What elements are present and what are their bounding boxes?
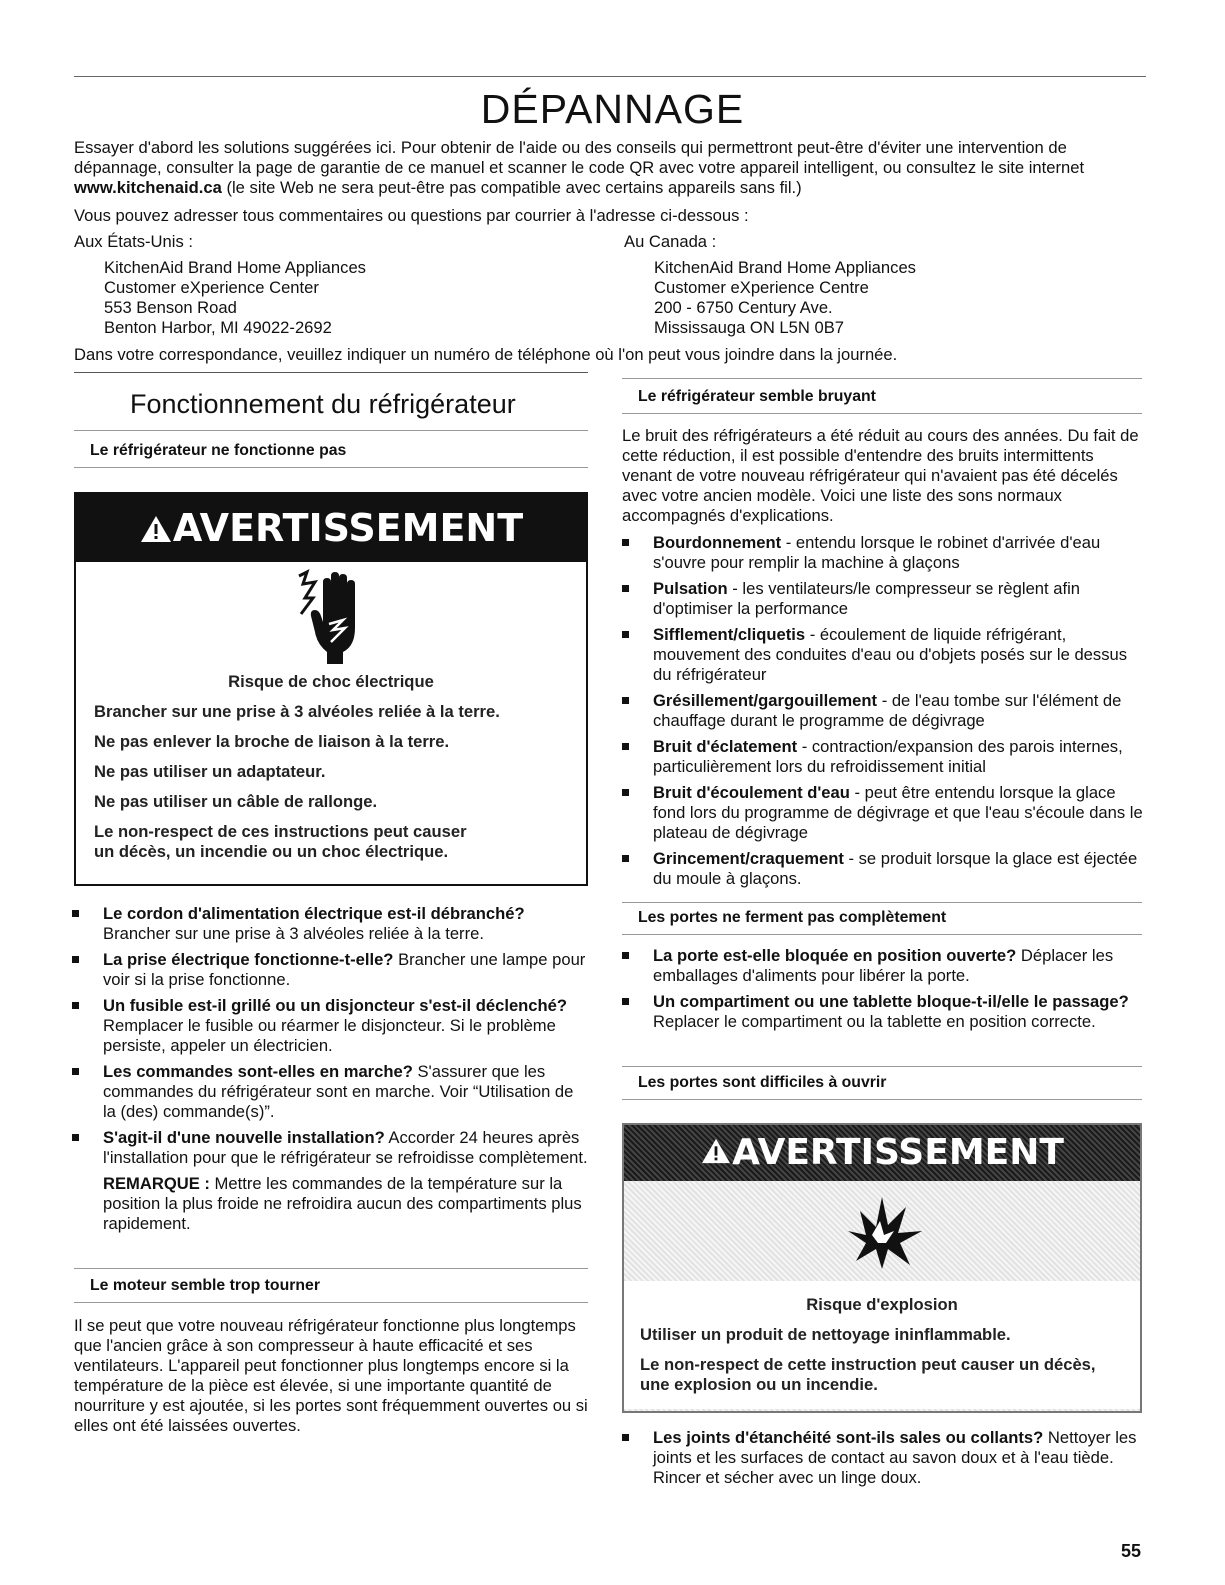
page-number: 55 bbox=[1120, 1541, 1141, 1561]
seals-list bbox=[622, 1428, 1144, 1494]
warning-triangle-icon bbox=[700, 1126, 732, 1182]
list-item: Bourdonnement - entendu lorsque le robinet d'arrivée d'eau s'ouvre pour remplir la machine à glaçons bbox=[622, 533, 1144, 573]
subhead-noisy: Le réfrigérateur semble bruyant bbox=[638, 388, 876, 405]
phone-note: Dans votre correspondance, veuillez indiquer un numéro de téléphone où l'on peut vous joindre dans la journée. bbox=[74, 345, 898, 364]
subhead-doors-close: Les portes ne ferment pas complètement bbox=[638, 909, 947, 926]
list-item: S'agit-il d'une nouvelle installation? Accorder 24 heures après l'installation pour que le réfrigérateur se refroidisse complètement. REMARQUE : Mettre les commandes de la température sur la position la plus froide ne refroidira aucun des compartiments plus rapidement. bbox=[72, 1128, 588, 1234]
warning-triangle-icon bbox=[139, 497, 173, 565]
page-title: DÉPANNAGE bbox=[480, 86, 745, 132]
warning-text: Risque de choc électrique Brancher sur une prise à 3 alvéoles reliée à la terre. Ne pas enlever la broche de liaison à la terre. Ne pas utiliser un adaptateur. Ne pas utiliser un câble de rallonge. Le non-respect de ces instructions peut causer un décès, un incendie ou un choc électrique. bbox=[94, 672, 500, 861]
warning-box-explosion bbox=[622, 1123, 1142, 1413]
subhead-doors-open: Les portes sont difficiles à ouvrir bbox=[638, 1074, 887, 1091]
noise-paragraph: Le bruit des réfrigérateurs a été réduit au cours des années. Du fait de cette réduction, il est possible d'entendre des bruits intermittents venant de votre nouveau réfrigérateur qui n'avaient pas été décelés avec votre ancien modèle. Voici une liste des sons normaux accompagnés d'explications. bbox=[622, 426, 1139, 525]
list-item: La prise électrique fonctionne-t-elle? Brancher une lampe pour voir si la prise fonctionne. bbox=[72, 950, 588, 990]
left-section-divider bbox=[74, 372, 588, 373]
subhead-rule-bottom bbox=[74, 467, 588, 468]
list-item: La porte est-elle bloquée en position ouverte? Déplacer les emballages d'aliments pour libérer la porte. bbox=[622, 946, 1144, 986]
top-divider bbox=[74, 76, 1146, 77]
subhead-rule-bottom-3 bbox=[622, 413, 1142, 414]
subhead-rule-top-4 bbox=[622, 902, 1142, 903]
list-item: Grincement/craquement - se produit lorsque la glace est éjectée du moule à glaçons. bbox=[622, 849, 1144, 889]
subhead-rule-bottom-4 bbox=[622, 934, 1142, 935]
subhead-not-working: Le réfrigérateur ne fonctionne pas bbox=[90, 442, 347, 459]
sounds-list bbox=[622, 533, 1144, 895]
list-item: Bruit d'écoulement d'eau - peut être entendu lorsque la glace fond lors du programme de dégivrage et que l'eau s'écoule dans le plateau de dégivrage bbox=[622, 783, 1144, 843]
subhead-rule-top-2 bbox=[74, 1268, 588, 1269]
list-item: Un fusible est-il grillé ou un disjoncteur s'est-il déclenché? Remplacer le fusible ou réarmer le disjoncteur. Si le problème persiste, appeler un électricien. bbox=[72, 996, 588, 1056]
note: REMARQUE : Mettre les commandes de la température sur la position la plus froide ne refroidira aucun des compartiments plus rapidement. bbox=[103, 1174, 582, 1233]
subhead-rule-top-3 bbox=[622, 378, 1142, 379]
us-address: Aux États-Unis : KitchenAid Brand Home Appliances Customer eXperience Center 553 Benson Road Benton Harbor, MI 49022-2692 bbox=[74, 232, 366, 337]
subhead-rule-bottom-5 bbox=[622, 1099, 1142, 1100]
motor-paragraph: Il se peut que votre nouveau réfrigérateur fonctionne plus longtemps que l'ancien grâce à son compresseur à haute efficacité et ses ventilateurs. L'appareil peut fonctionner plus longtemps encore si la température de la pièce est élevée, si une importante quantité de nourriture y est ajoutée, si les portes sont fréquemment ouvertes ou si elles ont été laissées ouvertes. bbox=[74, 1316, 588, 1435]
list-item: Les joints d'étanchéité sont-ils sales ou collants? Nettoyer les joints et les surfaces de contact au savon doux et à l'eau tiède. Rincer et sécher avec un linge doux. bbox=[622, 1428, 1144, 1488]
list-item: Pulsation - les ventilateurs/le compresseur se règlent afin d'optimiser la performance bbox=[622, 579, 1144, 619]
warning-box-shock bbox=[74, 492, 588, 886]
warning-header: AVERTISSEMENT bbox=[76, 494, 586, 562]
list-item: Bruit d'éclatement - contraction/expansion des parois internes, particulièrement lors du refroidissement initial bbox=[622, 737, 1144, 777]
doors-list bbox=[622, 946, 1144, 1038]
canada-address: Au Canada : KitchenAid Brand Home Appliances Customer eXperience Centre 200 - 6750 Century Ave. Mississauga ON L5N 0B7 bbox=[624, 232, 916, 337]
warning-header: AVERTISSEMENT bbox=[624, 1125, 1140, 1181]
list-item: Grésillement/gargouillement - de l'eau tombe sur l'élément de chauffage durant le programme de dégivrage bbox=[622, 691, 1144, 731]
list-item: Un compartiment ou une tablette bloque-t-il/elle le passage? Replacer le compartiment ou la tablette en position correcte. bbox=[622, 992, 1144, 1032]
intro-paragraph: Essayer d'abord les solutions suggérées ici. Pour obtenir de l'aide ou des conseils qui permettront peut-être d'éviter une intervention de dépannage, consulter la page de garantie de ce manuel et scanner le code QR avec votre appareil intelligent, ou consultez le site internet www.kitchenaid.ca (le site Web ne sera peut-être pas compatible avec certains appareils sans fil.) bbox=[74, 138, 1085, 197]
list-item: Les commandes sont-elles en marche? S'assurer que les commandes du réfrigérateur sont en marche. Voir “Utilisation de la (des) commande(s)”. bbox=[72, 1062, 588, 1122]
subhead-rule-top-5 bbox=[622, 1066, 1142, 1067]
subhead-motor: Le moteur semble trop tourner bbox=[90, 1277, 320, 1294]
mail-note: Vous pouvez adresser tous commentaires ou questions par courrier à l'adresse ci-dessous : bbox=[74, 206, 749, 225]
list-item: Sifflement/cliquetis - écoulement de liquide réfrigérant, mouvement des conduites d'eau ou d'objets posés sur le dessus du réfrigérateur bbox=[622, 625, 1144, 685]
warning-text: Risque d'explosion Utiliser un produit de nettoyage ininflammable. Le non-respect de cette instruction peut causer un décès, une explosion ou un incendie. bbox=[624, 1281, 1140, 1409]
electric-shock-hand-icon bbox=[76, 562, 586, 672]
subhead-rule-top bbox=[74, 430, 588, 431]
section-title: Fonctionnement du réfrigérateur bbox=[130, 389, 516, 419]
power-checklist bbox=[72, 904, 588, 1240]
website-link[interactable]: www.kitchenaid.ca bbox=[74, 178, 222, 197]
subhead-rule-bottom-2 bbox=[74, 1302, 588, 1303]
list-item: Le cordon d'alimentation électrique est-il débranché? Brancher sur une prise à 3 alvéoles reliée à la terre. bbox=[72, 904, 588, 944]
explosion-icon bbox=[624, 1181, 1140, 1281]
